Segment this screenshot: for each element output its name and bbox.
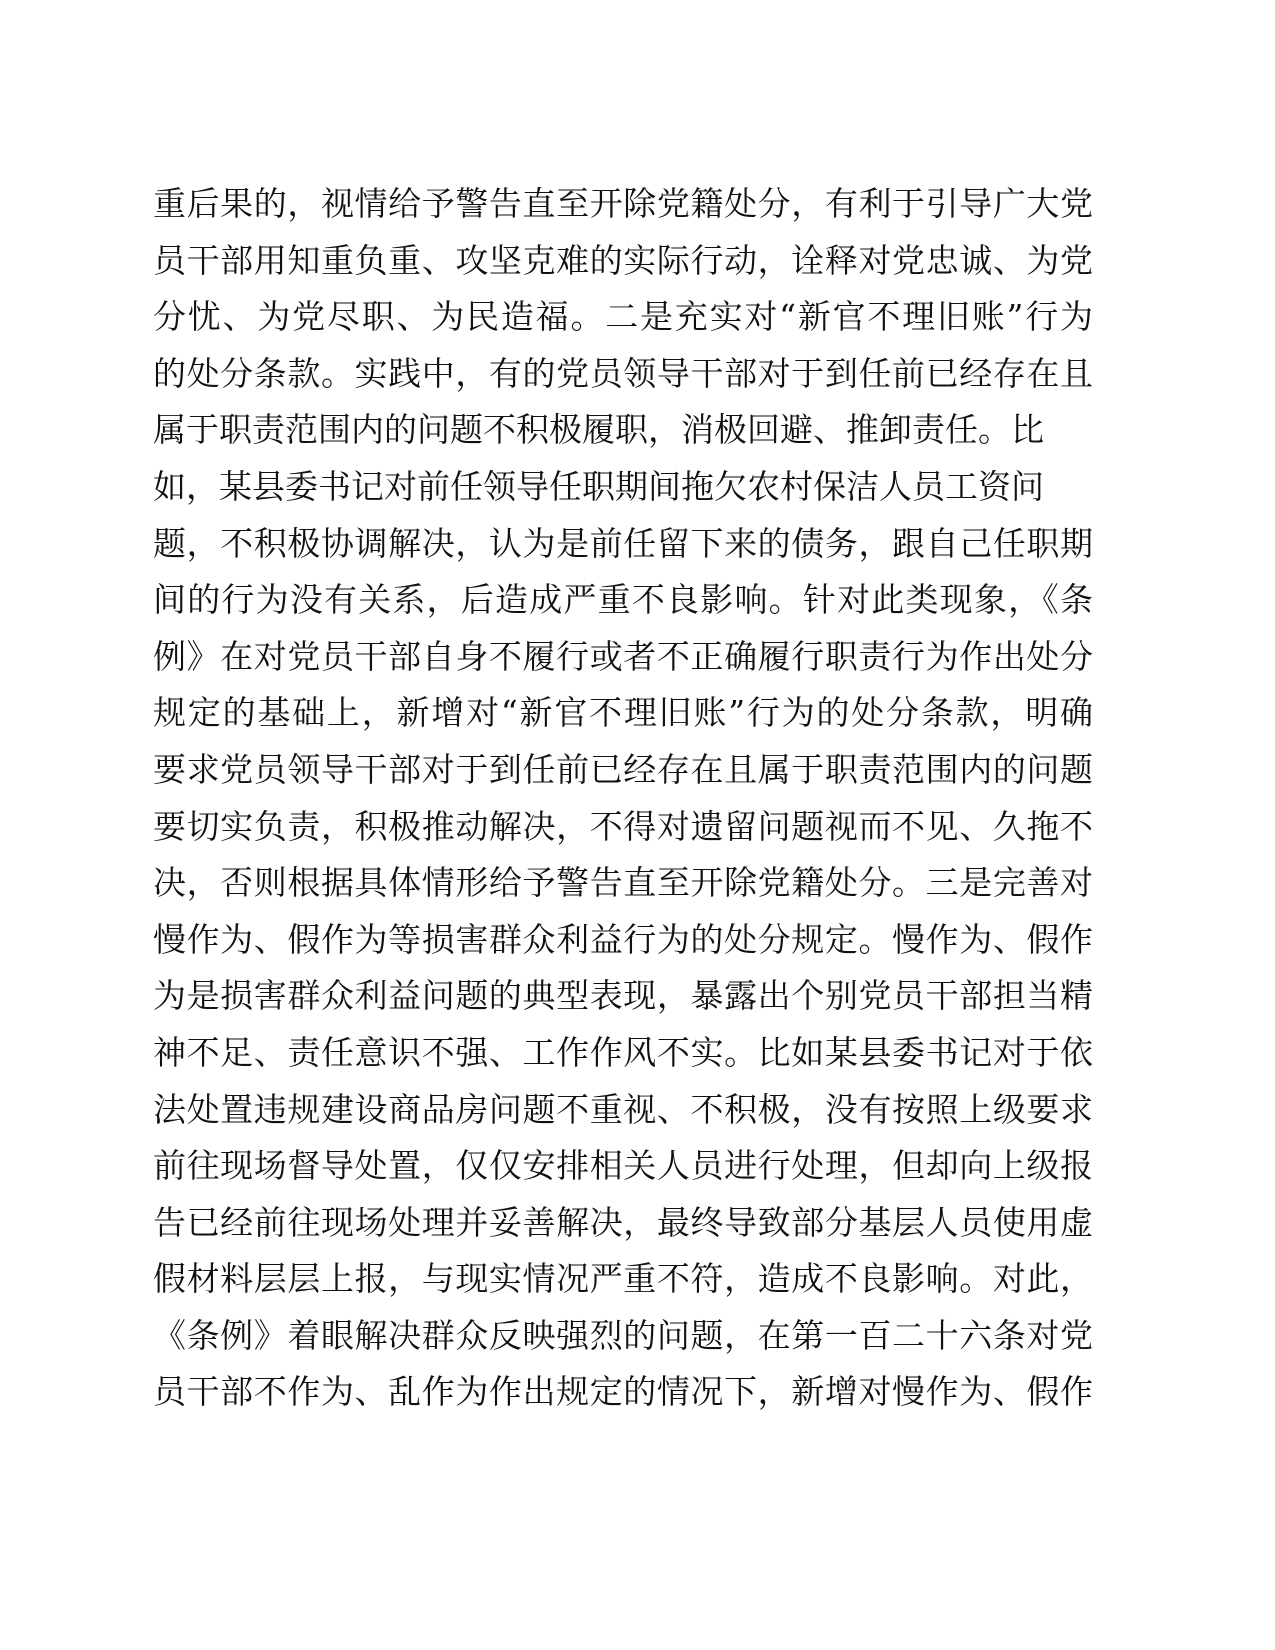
text-line: 间的行为没有关系，后造成严重不良影响。针对此类现象，《条 [153, 580, 1093, 620]
text-line: 员干部用知重负重、攻坚克难的实际行动，诠释对党忠诚、为党 [153, 240, 1093, 280]
text-line: 重后果的，视情给予警告直至开除党籍处分，有利于引导广大党 [153, 184, 1093, 223]
text-line: 神不足、责任意识不强、工作作风不实。比如某县委书记对于依 [153, 1032, 1093, 1072]
text-line: 员干部不作为、乱作为作出规定的情况下，新增对慢作为、假作 [153, 1372, 1093, 1412]
text-line: 法处置违规建设商品房问题不重视、不积极，没有按照上级要求 [153, 1089, 1093, 1129]
text-line: 假材料层层上报，与现实情况严重不符，造成不良影响。对此， [153, 1259, 1093, 1299]
text-line: 题，不积极协调解决，认为是前任留下来的债务，跟自己任职期 [153, 523, 1093, 563]
body-text [153, 176, 1093, 1421]
text-line: 要切实负责，积极推动解决，不得对遗留问题视而不见、久拖不 [153, 806, 1093, 846]
text-line: 的处分条款。实践中，有的党员领导干部对于到任前已经存在且 [153, 353, 1093, 393]
text-line: 《条例》着眼解决群众反映强烈的问题，在第一百二十六条对党 [153, 1315, 1093, 1355]
text-line: 规定的基础上，新增对“新官不理旧账”行为的处分条款，明确 [153, 693, 1093, 733]
text-line: 要求党员领导干部对于到任前已经存在且属于职责范围内的问题 [153, 749, 1093, 789]
text-line: 属于职责范围内的问题不积极履职，消极回避、推卸责任。比 [153, 410, 1044, 450]
text-line: 决，否则根据具体情形给予警告直至开除党籍处分。三是完善对 [153, 863, 1093, 903]
text-line: 为是损害群众利益问题的典型表现，暴露出个别党员干部担当精 [153, 976, 1093, 1016]
text-line: 分忧、为党尽职、为民造福。二是充实对“新官不理旧账”行为 [153, 297, 1093, 337]
text-line: 慢作为、假作为等损害群众利益行为的处分规定。慢作为、假作 [153, 919, 1093, 959]
text-line: 告已经前往现场处理并妥善解决，最终导致部分基层人员使用虚 [153, 1202, 1093, 1242]
text-line: 如，某县委书记对前任领导任职期间拖欠农村保洁人员工资问 [153, 466, 1044, 506]
text-line: 前往现场督导处置，仅仅安排相关人员进行处理，但却向上级报 [153, 1146, 1093, 1186]
text-line: 例》在对党员干部自身不履行或者不正确履行职责行为作出处分 [153, 636, 1093, 676]
